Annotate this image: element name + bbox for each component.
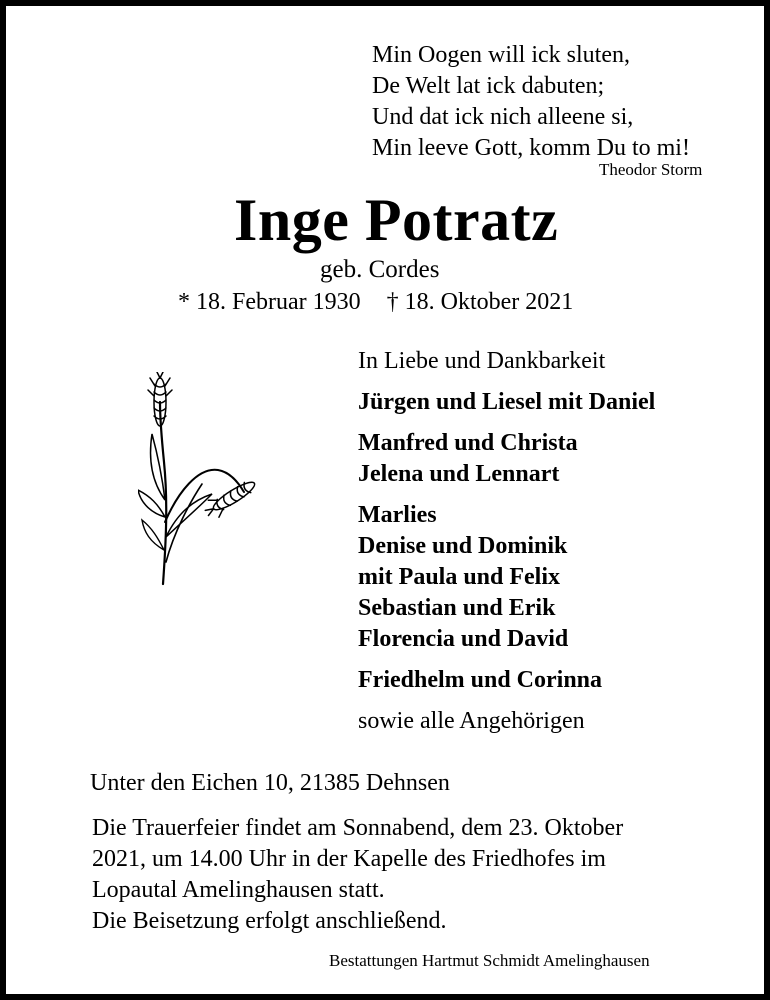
family-member: Denise und Dominik	[358, 533, 568, 559]
birth-date: * 18. Februar 1930	[178, 289, 361, 315]
notice-line: Die Beisetzung erfolgt anschließend.	[92, 908, 447, 934]
family-member: Friedhelm und Corinna	[358, 667, 603, 693]
family-member: Sebastian und Erik	[358, 595, 556, 621]
family-outro: sowie alle Angehörigen	[358, 708, 585, 734]
poem-author: Theodor Storm	[599, 160, 703, 179]
poem-line: De Welt lat ick dabuten;	[372, 73, 605, 99]
death-date: † 18. Oktober 2021	[386, 289, 574, 315]
address: Unter den Eichen 10, 21385 Dehnsen	[90, 770, 450, 796]
poem-line: Und dat ick nich alleene si,	[372, 104, 634, 130]
family-member: Manfred und Christa	[358, 430, 578, 456]
funeral-notice	[92, 813, 623, 937]
poem	[372, 40, 690, 164]
maiden-name: geb. Cordes	[320, 256, 440, 283]
family-member: Jelena und Lennart	[358, 461, 560, 487]
family-member: Florencia und David	[358, 626, 569, 652]
family-intro: In Liebe und Dankbarkeit	[358, 348, 606, 374]
family-list	[358, 346, 655, 737]
poem-line: Min leeve Gott, komm Du to mi!	[372, 135, 690, 161]
poem-line: Min Oogen will ick sluten,	[372, 42, 630, 68]
wheat-icon	[138, 372, 260, 586]
deceased-name: Inge Potratz	[234, 187, 559, 253]
life-dates	[178, 289, 573, 316]
family-member: mit Paula und Felix	[358, 564, 561, 590]
family-member: Jürgen und Liesel mit Daniel	[358, 389, 656, 415]
family-member: Marlies	[358, 502, 437, 528]
notice-line: Die Trauerfeier findet am Sonnabend, dem 23. Oktober	[92, 815, 624, 841]
notice-line: 2021, um 14.00 Uhr in der Kapelle des Friedhofes im	[92, 846, 606, 872]
notice-line: Lopautal Amelinghausen statt.	[92, 877, 385, 903]
undertaker: Bestattungen Hartmut Schmidt Amelinghausen	[329, 951, 650, 970]
